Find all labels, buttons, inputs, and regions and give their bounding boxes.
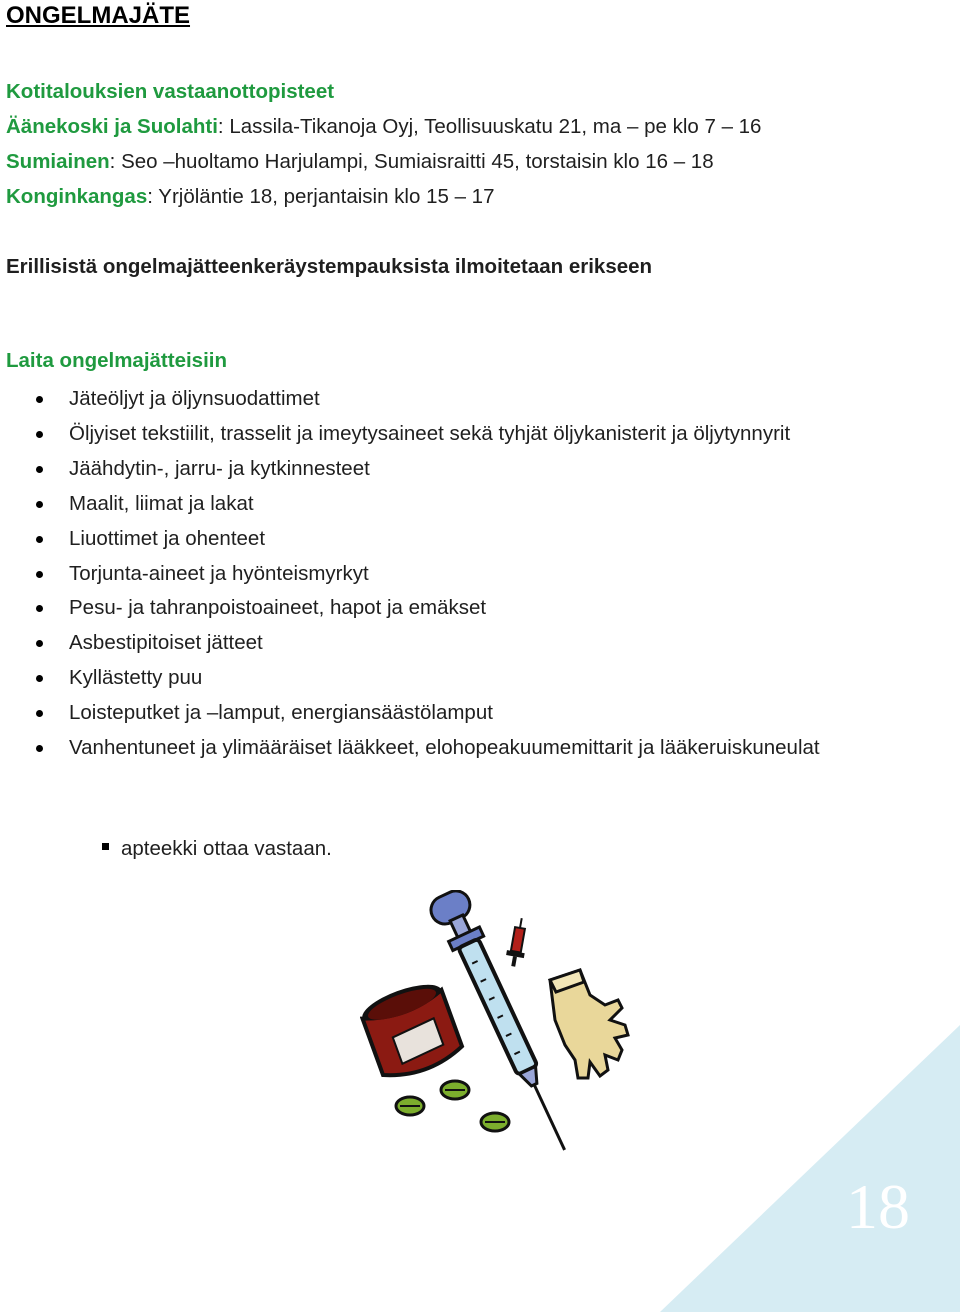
list-item: Vanhentuneet ja ylimääräiset lääkkeet, elohopeakuumemittarit ja lääkeruiskuneulat bbox=[0, 731, 849, 766]
collection-details: Seo –huoltamo Harjulampi, Sumiaisraitti 45, torstaisin klo 16 – 18 bbox=[121, 150, 714, 173]
disc-bullet-icon bbox=[36, 536, 43, 543]
disc-bullet-icon bbox=[36, 605, 43, 612]
collection-point-row: Konginkangas: Yrjöläntie 18, perjantaisin klo 15 – 17 bbox=[6, 185, 495, 208]
disc-bullet-icon bbox=[36, 571, 43, 578]
collection-details: Lassila-Tikanoja Oyj, Teollisuuskatu 21, ma – pe klo 7 – 16 bbox=[229, 115, 762, 138]
page-number: 18 bbox=[846, 1171, 910, 1242]
list-item: Asbestipitoiset jätteet bbox=[0, 626, 849, 661]
list-item: Jäähdytin-, jarru- ja kytkinnesteet bbox=[0, 452, 849, 487]
sub-list-item: apteekki ottaa vastaan. bbox=[102, 832, 332, 866]
disc-bullet-icon bbox=[36, 745, 43, 752]
collection-point-row: Äänekoski ja Suolahti: Lassila-Tikanoja Oyj, Teollisuuskatu 21, ma – pe klo 7 – 16 bbox=[6, 115, 762, 138]
collection-details: Yrjöläntie 18, perjantaisin klo 15 – 17 bbox=[158, 185, 495, 208]
disc-bullet-icon bbox=[36, 501, 43, 508]
list-item: Loisteputket ja –lamput, energiansäästölamput bbox=[0, 696, 849, 731]
waste-list bbox=[0, 382, 849, 766]
collection-place: Sumiainen bbox=[6, 150, 110, 173]
collection-place: Äänekoski ja Suolahti bbox=[6, 115, 218, 138]
disc-bullet-icon bbox=[36, 640, 43, 647]
page-title: ONGELMAJÄTE bbox=[6, 2, 191, 29]
hazardous-waste-syringe-icon bbox=[360, 890, 640, 1160]
disc-bullet-icon bbox=[36, 675, 43, 682]
list-item: Torjunta-aineet ja hyönteismyrkyt bbox=[0, 557, 849, 592]
disc-bullet-icon bbox=[36, 466, 43, 473]
disc-bullet-icon bbox=[36, 431, 43, 438]
disc-bullet-icon bbox=[36, 710, 43, 717]
list-item: Öljyiset tekstiilit, trasselit ja imeytysaineet sekä tyhjät öljykanisterit ja öljytynnyrit bbox=[0, 417, 849, 452]
square-bullet-icon bbox=[102, 843, 109, 850]
list-item: Pesu- ja tahranpoistoaineet, hapot ja emäkset bbox=[0, 591, 849, 626]
list-item: Liuottimet ja ohenteet bbox=[0, 522, 849, 557]
list-item: Maalit, liimat ja lakat bbox=[0, 487, 849, 522]
list-item: Jäteöljyt ja öljynsuodattimet bbox=[0, 382, 849, 417]
list-item: Kyllästetty puu bbox=[0, 661, 849, 696]
list-heading: Laita ongelmajätteisiin bbox=[6, 349, 227, 372]
collection-place: Konginkangas bbox=[6, 185, 148, 208]
collection-heading: Kotitalouksien vastaanottopisteet bbox=[6, 80, 335, 103]
collection-point-row: Sumiainen: Seo –huoltamo Harjulampi, Sumiaisraitti 45, torstaisin klo 16 – 18 bbox=[6, 150, 714, 173]
collection-note: Erillisistä ongelmajätteenkeräystempauksista ilmoitetaan erikseen bbox=[6, 255, 653, 278]
disc-bullet-icon bbox=[36, 396, 43, 403]
